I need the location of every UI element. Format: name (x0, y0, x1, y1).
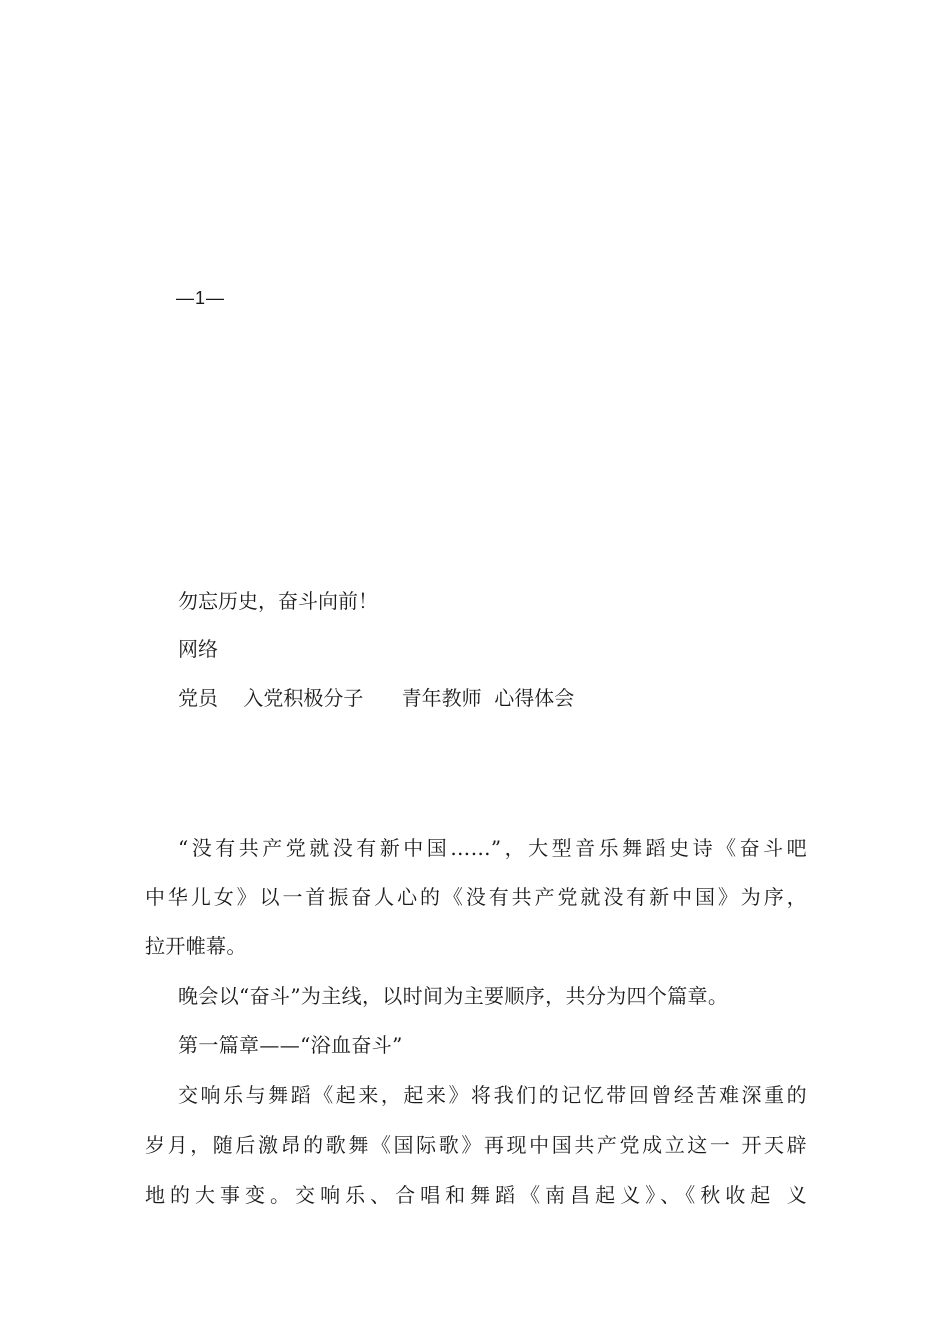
paragraph-line: “没有共产党就没有新中国……”，大型音乐舞蹈史诗《奋斗吧 (178, 836, 807, 860)
paragraph-line: 岁月，随后激昂的歌舞《国际歌》再现中国共产党成立这一 开天辟 (145, 1133, 807, 1157)
chapter-heading: 第一篇章——“浴血奋斗” (178, 1033, 403, 1057)
paragraph-line: 拉开帷幕。 (145, 934, 247, 958)
paragraph-line: 地的大事变。交响乐、合唱和舞蹈《南昌起义》、《秋收起 义 (145, 1183, 807, 1207)
paragraph-line: 中华儿女》以一首振奋人心的《没有共产党就没有新中国》为序， (145, 885, 807, 909)
paragraph-line: 交响乐与舞蹈《起来，起来》将我们的记忆带回曾经苦难深重的 (178, 1083, 807, 1107)
document-source: 网络 (178, 637, 218, 661)
document-tags: 党员 入党积极分子 青年教师 心得体会 (178, 686, 575, 710)
document-title: 勿忘历史，奋斗向前！ (178, 589, 378, 613)
paragraph-line: 晚会以“奋斗”为主线，以时间为主要顺序，共分为四个篇章。 (178, 984, 729, 1008)
page-number: —1— (176, 288, 226, 308)
